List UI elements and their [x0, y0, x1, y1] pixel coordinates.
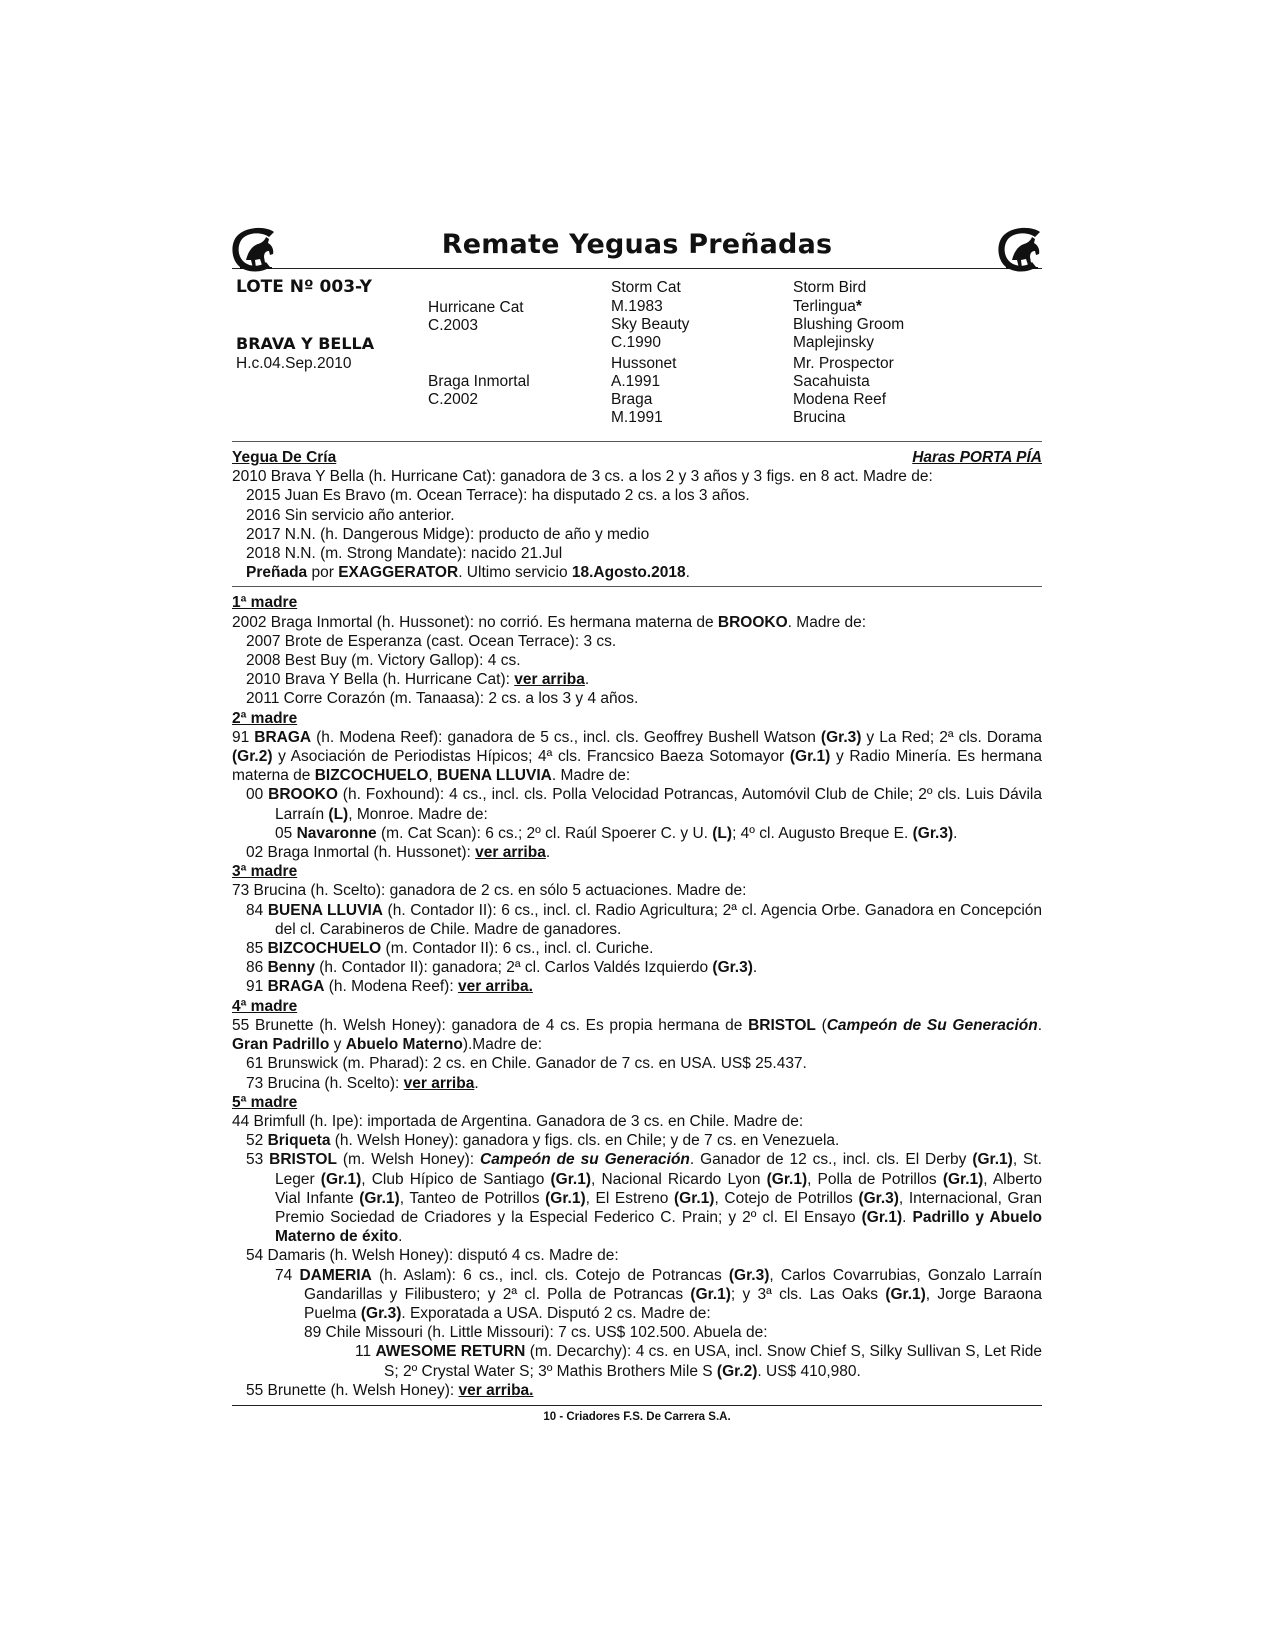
- madre-4-section: [232, 997, 1042, 1093]
- list-item: 52 Briqueta (h. Welsh Honey): ganadora y figs. cls. en Chile; y de 7 cs. en Venezuela.: [246, 1132, 840, 1150]
- list-item: 2016 Sin servicio año anterior.: [246, 506, 455, 524]
- list-item: 2002 Braga Inmortal (h. Hussonet): no corrió. Es hermana materna de BROOKO. Madre de:: [232, 613, 867, 631]
- list-item: 2008 Best Buy (m. Victory Gallop): 4 cs.: [246, 652, 521, 670]
- section-title: 1ª madre: [232, 594, 298, 612]
- list-item: 44 Brimfull (h. Ipe): importada de Argentina. Ganadora de 3 cs. en Chile. Madre de:: [232, 1112, 804, 1130]
- list-item: 2017 N.N. (h. Dangerous Midge): producto de año y medio: [246, 525, 650, 543]
- list-item: 2007 Brote de Esperanza (cast. Ocean Terrace): 3 cs.: [246, 632, 617, 650]
- pedigree-gen2: Storm Cat: [611, 279, 681, 296]
- list-item: 86 Benny (h. Contador II): ganadora; 2ª cl. Carlos Valdés Izquierdo (Gr.3).: [246, 959, 758, 977]
- pedigree-gen3: Mr. Prospector: [793, 355, 894, 372]
- madre-3-section: [232, 862, 1042, 996]
- list-item: 89 Chile Missouri (h. Little Missouri): 7 cs. US$ 102.500. Abuela de:: [304, 1324, 768, 1342]
- madre-5-section: [232, 1093, 1042, 1400]
- pedigree-gen3: Maplejinsky: [793, 334, 874, 351]
- list-item: 02 Braga Inmortal (h. Hussonet): ver arriba.: [246, 844, 551, 862]
- pedigree-gen3: Sacahuista: [793, 373, 870, 390]
- list-item: 73 Brucina (h. Scelto): ver arriba.: [246, 1074, 479, 1092]
- list-item: 11 AWESOME RETURN (m. Decarchy): 4 cs. en USA, incl. Snow Chief S, Silky Sullivan S, Let Ride S; 2º Crystal Water S; 3º Mathis Brothers Mile S (Gr.2). US$ 410,980.: [355, 1343, 1043, 1380]
- pedigree-gen3: Modena Reef: [793, 391, 887, 408]
- list-item: 55 Brunette (h. Welsh Honey): ver arriba.: [246, 1381, 534, 1399]
- horse-logo-icon: [994, 224, 1046, 274]
- list-item: 2010 Brava Y Bella (h. Hurricane Cat): ganadora de 3 cs. a los 2 y 3 años y 3 figs. en 8 act. Madre de:: [232, 468, 933, 486]
- page-title: Remate Yeguas Preñadas: [441, 229, 833, 260]
- list-item: 61 Brunswick (m. Pharad): 2 cs. en Chile. Ganador de 7 cs. en USA. US$ 25.437.: [246, 1055, 807, 1073]
- pedigree-gen3: Blushing Groom: [793, 316, 905, 333]
- list-item: 74 DAMERIA (h. Aslam): 6 cs., incl. cls. Cotejo de Potrancas (Gr.3), Carlos Covarrubias, Gonzalo Larraín Gandarillas y Filibustero; y 2ª cl. Polla de Potrancas (Gr.1); y 3ª cls. Las Oaks (Gr.1), Jorge Baraona Puelma (Gr.3). Exporatada a USA. Disputó 2 cs. Madre de:: [275, 1266, 1043, 1322]
- list-item: 84 BUENA LLUVIA (h. Contador II): 6 cs., incl. cl. Radio Agricultura; 2ª cl. Agencia Orbe. Ganadora en Concepción del cl. Carabineros de Chile. Madre de ganadores.: [246, 901, 1042, 938]
- list-item: 05 Navaronne (m. Cat Scan): 6 cs.; 2º cl. Raúl Spoerer C. y U. (L); 4º cl. Augusto Breque E. (Gr.3).: [275, 824, 958, 842]
- section-title: 3ª madre: [232, 863, 298, 881]
- list-item: 2011 Corre Corazón (m. Tanaasa): 2 cs. a los 3 y 4 años.: [246, 690, 639, 708]
- pedigree-table: [232, 269, 1042, 442]
- haras-name: Haras PORTA PÍA: [912, 449, 1042, 466]
- madre-2-section: [232, 709, 1042, 863]
- list-item: 54 Damaris (h. Welsh Honey): disputó 4 cs. Madre de:: [246, 1247, 619, 1265]
- document-page: [232, 222, 1042, 1423]
- horse-name: BRAVA Y BELLA: [236, 334, 375, 353]
- sire-name: Hurricane Cat: [428, 299, 524, 316]
- section-title: 5ª madre: [232, 1093, 298, 1111]
- list-item: 2010 Brava Y Bella (h. Hurricane Cat): ver arriba.: [246, 671, 590, 689]
- pedigree-gen2: A.1991: [611, 373, 661, 390]
- list-item: 73 Brucina (h. Scelto): ganadora de 2 cs. en sólo 5 actuaciones. Madre de:: [232, 882, 747, 900]
- horse-info: H.c.04.Sep.2010: [236, 355, 352, 372]
- list-item: 2015 Juan Es Bravo (m. Ocean Terrace): ha disputado 2 cs. a los 3 años.: [246, 487, 750, 505]
- list-item: 2018 N.N. (m. Strong Mandate): nacido 21.Jul: [246, 545, 563, 563]
- section-title: 4ª madre: [232, 997, 298, 1015]
- pedigree-gen2: Sky Beauty: [611, 316, 690, 333]
- madre-1-section: [232, 593, 1042, 708]
- dam-info: C.2002: [428, 391, 478, 408]
- list-item: 00 BROOKO (h. Foxhound): 4 cs., incl. cls. Polla Velocidad Potrancas, Automóvil Club de Chile; 2º cls. Luis Dávila Larraín (L), Monroe. Madre de:: [246, 786, 1042, 823]
- pedigree-gen2: C.1990: [611, 334, 661, 351]
- horse-logo-icon: [228, 224, 280, 274]
- dam-name: Braga Inmortal: [428, 373, 530, 390]
- lote-number: LOTE Nº 003-Y: [236, 277, 372, 297]
- list-item: 53 BRISTOL (m. Welsh Honey): Campeón de su Generación. Ganador de 12 cs., incl. cls. El Derby (Gr.1), St. Leger (Gr.1), Club Hípico de Santiago (Gr.1), Nacional Ricardo Lyon (Gr.1), Polla de Potrillos (Gr.1), Alberto Vial Infante (Gr.1), Tanteo de Potrillos (Gr.1), El Estreno (Gr.1), Cotejo de Potrillos (Gr.3), Internacional, Gran Premio Sociedad de Criadores y la Especial Federico C. Prain; y 2º cl. El Ensayo (Gr.1). Padrillo y Abuelo Materno de éxito.: [246, 1151, 1043, 1246]
- pedigree-gen3: Storm Bird: [793, 279, 867, 296]
- sire-info: C.2003: [428, 317, 478, 334]
- list-item: 91 BRAGA (h. Modena Reef): ver arriba.: [246, 978, 533, 996]
- list-item: 55 Brunette (h. Welsh Honey): ganadora de 4 cs. Es propia hermana de BRISTOL (Campeón de Su Generación. Gran Padrillo y Abuelo Materno).Madre de:: [232, 1016, 1042, 1054]
- yegua-de-cria-section: [232, 448, 1042, 587]
- pedigree-gen2: M.1991: [611, 409, 663, 426]
- list-item: 85 BIZCOCHUELO (m. Contador II): 6 cs., incl. cl. Curiche.: [246, 940, 654, 958]
- pedigree-gen3: Brucina: [793, 409, 846, 426]
- section-title: 2ª madre: [232, 709, 298, 727]
- pedigree-gen2: Hussonet: [611, 355, 677, 372]
- section-title: Yegua De Cría: [232, 449, 337, 466]
- list-item: Preñada por EXAGGERATOR. Ultimo servicio 18.Agosto.2018.: [246, 564, 690, 582]
- page-footer: 10 - Criadores F.S. De Carrera S.A.: [232, 1405, 1042, 1423]
- list-item: 91 BRAGA (h. Modena Reef): ganadora de 5 cs., incl. cls. Geoffrey Bushell Watson (Gr.3) y La Red; 2ª cls. Dorama (Gr.2) y Asociación de Periodistas Hípicos; 4ª cls. Francsico Baeza Sotomayor (Gr.1) y Radio Minería. Es hermana materna de BIZCOCHUELO, BUENA LLUVIA. Madre de:: [232, 728, 1042, 785]
- page-header: [232, 222, 1042, 269]
- pedigree-gen3: Terlingua*: [793, 298, 862, 315]
- pedigree-gen2: Braga: [611, 391, 653, 408]
- pedigree-gen2: M.1983: [611, 298, 663, 315]
